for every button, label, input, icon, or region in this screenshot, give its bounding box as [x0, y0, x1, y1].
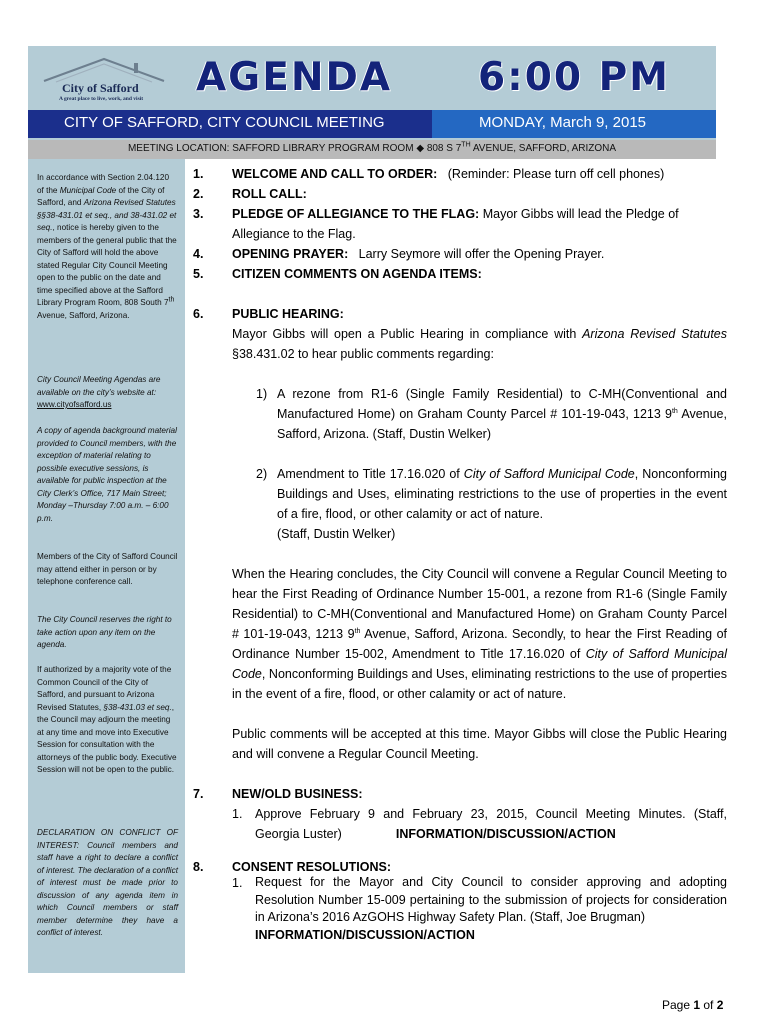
item-text: Approve February 9 and February 23, 2015, Council Meeting Minutes. (Staff, Georgia Luster)	[255, 807, 727, 841]
conflict-text: DECLARATION ON CONFLICT OF INTEREST: Council members and staff have a right to declare a conflict of interest. The declaration of a conflict of interest must be made prior to discussion of any agenda item in which Council members or staff member determine they have a conflict of interest.	[37, 828, 178, 937]
page-total: 2	[716, 998, 724, 1012]
agenda-item-new-old-business	[232, 784, 727, 804]
location-prefix: MEETING LOCATION: SAFFORD LIBRARY PROGRAM ROOM	[127, 143, 414, 154]
item-number: 7.	[193, 787, 204, 801]
item-title: PLEDGE OF ALLEGIANCE TO THE FLAG:	[232, 207, 480, 221]
item-title: CITIZEN COMMENTS ON AGENDA ITEMS:	[232, 267, 482, 281]
reserve-right-text: The City Council reserves the right to take action upon any item on the agenda.	[37, 615, 172, 649]
item-number: 3.	[193, 207, 204, 221]
notice-text: of the City of Safford, and	[37, 185, 165, 207]
item-number: 2.	[193, 187, 204, 201]
public-hearing-conclusion	[232, 564, 727, 704]
notice-paragraph	[37, 172, 178, 322]
item-text: Amendment to Title 17.16.020 of	[277, 467, 464, 481]
item-text-italic: City of Safford Municipal Code	[463, 467, 635, 481]
item-sup: th	[671, 407, 678, 415]
item-title: NEW/OLD BUSINESS:	[232, 787, 363, 801]
item-text-italic: City of Safford Municipal Code	[232, 647, 727, 681]
highway-safety-resolution-item	[255, 874, 727, 944]
sub-item-number: 1)	[256, 387, 268, 401]
location-street-sup: TH	[461, 141, 471, 149]
page-of: of	[700, 998, 717, 1012]
item-title: WELCOME AND CALL TO ORDER:	[232, 167, 438, 181]
website-link[interactable]: www.cityofsafford.us	[37, 400, 112, 409]
reserve-right-paragraph	[37, 614, 178, 652]
logo-title: City of Safford	[62, 81, 139, 95]
page-number	[662, 998, 723, 1012]
telephone-paragraph: Members of the City of Safford Council may attend either in person or by telephone conference call.	[37, 552, 178, 586]
city-logo	[42, 55, 182, 105]
notice-text: , notice is hereby given to the members of the general public that the City of Safford will hold the above stated Regular City Council Meeting open to the public on the date and time specified above at the Safford Library Program Room, 808 South 7	[37, 223, 177, 307]
location-street-suffix: AVENUE, SAFFORD, ARIZONA	[470, 143, 617, 154]
agenda-item-welcome	[232, 164, 727, 184]
item-number: 4.	[193, 247, 204, 261]
item-number: 5.	[193, 267, 204, 281]
sub-item-number: 2)	[256, 467, 268, 481]
item-text: Mayor Gibbs will lead the Pledge of Allegiance to the Flag.	[232, 207, 679, 241]
item-number: 6.	[193, 307, 204, 321]
agenda-title: AGENDA	[196, 55, 393, 100]
exec-text: , the Council may adjourn the meeting at any time and move into Executive Session for consultation with the attorneys of the public body. Executive Session will not be open to the public.	[37, 702, 177, 774]
background-material-paragraph	[37, 425, 178, 525]
conflict-declaration-paragraph	[37, 827, 178, 940]
website-text: City Council Meeting Agendas are available on the city’s website at:	[37, 375, 161, 397]
item-text: When the Hearing concludes, the City Council will convene a Regular Council Meeting to hear the First Reading of Ordinance Number 15-001, a rezone from R1-6 (Single Family Residential) to C-MH(Conventional and Manufactured Home) on Graham County Parcel # 101-19-043, 1213 9	[232, 567, 727, 641]
notice-text-italic: Municipal Code	[59, 185, 117, 195]
background-material-text: A copy of agenda background material provided to Council members, with the exception of material relating to possible executive sessions, is available for public inspection at the City Clerk’s Office, 717 Main Street; Monday –Thursday 7:00 a.m. – 6:00 p.m.	[37, 426, 177, 523]
item-number: 1.	[193, 167, 204, 181]
sub-item-number: 1.	[232, 876, 243, 890]
notice-text-italic: Arizona Revised Statutes §§38-431.01 et seq., and 38-431.02 et seq.	[37, 198, 177, 232]
agenda-item-prayer	[232, 244, 727, 264]
item-text: (Staff, Dustin Welker)	[277, 527, 396, 541]
item-text: A rezone from R1-6 (Single Family Residential) to C-MH(Conventional and Manufactured Home) on Graham County Parcel # 101-19-043, 1213 9	[277, 387, 727, 421]
item-number: 8.	[193, 860, 204, 874]
item-title: OPENING PRAYER:	[232, 247, 349, 261]
agenda-item-roll-call	[232, 184, 727, 204]
item-sup: th	[354, 627, 361, 635]
meeting-date: MONDAY, March 9, 2015	[479, 114, 647, 131]
location-street: 808 S 7	[426, 143, 462, 154]
item-title: PUBLIC HEARING:	[232, 307, 344, 321]
notice-sup: th	[168, 296, 175, 304]
website-paragraph	[37, 374, 178, 412]
public-hearing-intro	[232, 324, 727, 364]
meeting-name: CITY OF SAFFORD, CITY COUNCIL MEETING	[64, 114, 385, 131]
exec-text-italic: §38-431.03 et seq.	[103, 702, 172, 712]
agenda-item-citizen-comments	[232, 264, 727, 284]
item-text: Larry Seymore will offer the Opening Prayer.	[358, 247, 605, 261]
meeting-location	[28, 143, 716, 154]
notice-text: In accordance with Section 2.04.120 of the	[37, 173, 169, 195]
action-label: INFORMATION/DISCUSSION/ACTION	[255, 927, 475, 942]
executive-session-paragraph	[37, 664, 178, 777]
item-text: Avenue, Safford, Arizona. Secondly, to hear the First Reading of Ordinance Number 15-002, Amendment to Title 17.16.020 of	[232, 627, 727, 661]
diamond-icon: ◆	[416, 143, 425, 154]
item-text: Mayor Gibbs will open a Public Hearing in compliance with	[232, 327, 583, 341]
logo-tagline: A great place to live, work, and visit	[59, 96, 144, 102]
exec-text: If authorized by a majority vote of the Common Council of the City of Safford, and pursuant to Arizona Revised Statutes,	[37, 665, 172, 712]
public-hearing-amendment	[277, 464, 727, 544]
meeting-time: 6:00 PM	[478, 55, 670, 100]
agenda-item-pledge	[232, 204, 727, 244]
item-text: , Nonconforming Buildings and Uses, eliminating restrictions to the use of properties in the event of a fire, flood, or other calamity or act of nature.	[232, 667, 727, 701]
notice-text: Avenue, Safford, Arizona.	[37, 310, 130, 320]
page-current: 1	[693, 998, 701, 1012]
item-text: , Nonconforming Buildings and Uses, eliminating restrictions to the use of properties in the event of a fire, flood, or other calamity or act of nature.	[277, 467, 727, 521]
page-prefix: Page	[662, 998, 694, 1012]
item-text: §38.431.02 to hear public comments regarding:	[232, 347, 494, 361]
item-text-italic: Arizona Revised Statutes	[582, 327, 727, 341]
sub-item-number: 1.	[232, 807, 243, 821]
item-title: CONSENT RESOLUTIONS:	[232, 860, 392, 874]
item-text: Avenue, Safford, Arizona. (Staff, Dustin Welker)	[277, 407, 727, 441]
public-hearing-rezone	[277, 384, 727, 444]
minutes-approval-item	[255, 804, 727, 844]
item-title: ROLL CALL:	[232, 187, 307, 201]
action-label: INFORMATION/DISCUSSION/ACTION	[395, 827, 616, 841]
item-text: Request for the Mayor and City Council to consider approving and adopting Resolution Number 15-009 pertaining to the submission of projects for consideration in Arizona’s 2016 AzGOHS Highway Safety Plan. (Staff, Joe Brugman)	[255, 875, 727, 924]
item-text: (Reminder: Please turn off cell phones)	[447, 167, 665, 181]
public-comments-paragraph: Public comments will be accepted at this time. Mayor Gibbs will close the Public Hearing and will convene a Regular Council Meeting.	[232, 727, 727, 761]
agenda-item-public-hearing	[232, 304, 727, 324]
